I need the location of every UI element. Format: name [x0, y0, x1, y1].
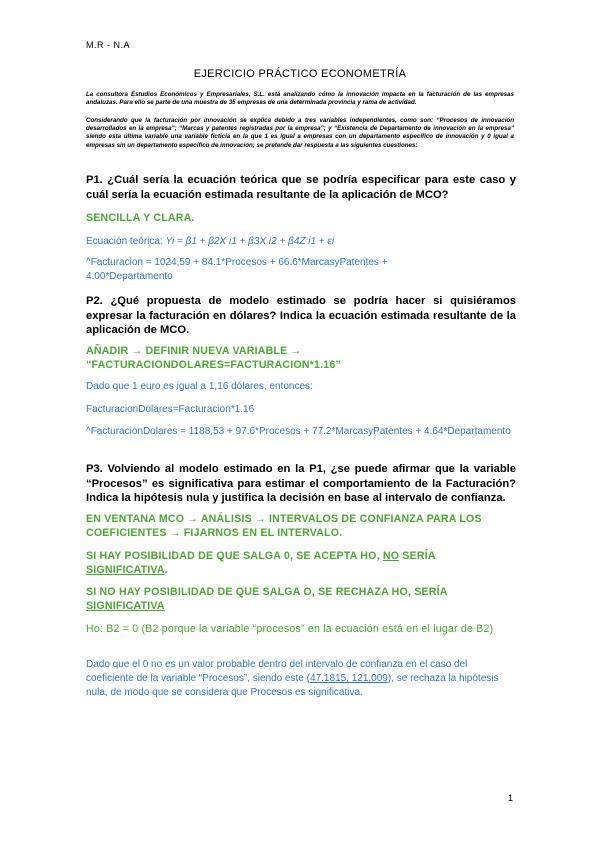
question-p1: P1. ¿Cuál sería la ecuación teórica que se podría especificar para este caso y cuál sería la ecuación estimada resultante de la aplicación de MCO? — [86, 174, 516, 201]
p2-line-2: FacturacionDolares=Facturacion*1.16 — [86, 404, 255, 415]
conclusion-text-b: ), se rechaza la hipótesis nula, de modo que se considera que Procesos es significativa. — [86, 673, 499, 698]
confidence-interval: 47.1815, 121.009 — [310, 673, 388, 684]
p3-hypothesis — [86, 622, 518, 636]
p2-estimated-equation: ^FacturacionDolares = 1188,53 + 97.6*Procesos + 77.2*MarcasyPatentes + 4.64*Departamento — [86, 426, 511, 437]
p3-note-1: EN VENTANA MCO → ANÁLISIS → INTERVALOS DE CONFIANZA PARA LOS COEFICIENTES → FIJARNOS EN EL INTERVALO. — [86, 513, 482, 539]
question-p3: P3. Volviendo al modelo estimado en la P1, ¿se puede afirmar que la variable “Procesos” es significativa para estimar el comportamiento de la Facturación? Indica la hipótesis nula y justifica la decisión en base al intervalo de confianza. — [86, 463, 516, 504]
question-p2: P2. ¿Qué propuesta de modelo estimado se podría hacer si quisiéramos expresar la facturación en dólares? Indica la ecuación estimada resultante de la aplicación de MCO. — [86, 295, 516, 336]
p3-note-2 — [86, 549, 518, 577]
page-number: 1 — [508, 793, 514, 803]
p2-line-1: Dado que 1 euro es igual a 1,16 dólares, entonces: — [86, 381, 313, 392]
intro-paragraph-2: Considerando que la facturación por innovación se explica debido a tres variables independientes, como son: “Procesos de innovación desarrollados en la empresa”; “Marcas y patentes registradas por la empresa”; y “Existencia de Departamento de innovación en la empresa” siendo esta última variable una variable ficticia en la que 1 es igual a empresas con un departamento específico de innovación y 0 igual a empresas sin un departamento específico de innovación; se pretende dar respuesta a las siguientes cuestiones: — [86, 117, 514, 149]
note2-text-a: SI HAY POSIBILIDAD DE QUE SALGA 0, SE ACEPTA HO, — [86, 550, 383, 562]
conclusion-text-a: Dado que el 0 no es un valor probable dentro del intervalo de confianza en el caso del coeficiente de la variable “Procesos”, siendo este ( — [86, 659, 468, 684]
note2-no: NO — [382, 550, 400, 562]
note3-significativa: SIGNIFICATIVA — [86, 600, 165, 612]
p1-estimated-equation: ^Facturacion = 1024,59 + 84.1*Procesos + 66.6*MarcasyPatentes + 4.00*Departamento — [86, 257, 388, 282]
note2-text-b: SERÍA — [399, 550, 436, 562]
p2-note: AÑADIR → DEFINIR NUEVA VARIABLE → “FACTURACIONDOLARES=FACTURACION*1.16” — [86, 345, 341, 371]
author-initials: M.R - N.A — [86, 40, 130, 50]
note2-significativa: SIGNIFICATIVA — [86, 564, 165, 576]
p1-note: SENCILLA Y CLARA. — [86, 212, 195, 224]
p3-conclusion — [86, 658, 516, 700]
eq-label: Ecuación teórica: — [86, 236, 166, 247]
page-title: EJERCICIO PRÁCTICO ECONOMETRÍA — [193, 68, 407, 80]
intro-paragraph-1: La consultora Estudios Económicos y Empresariales, S.L. está analizando cómo la innovación impacta en la facturación de las empresas andaluzas. Para ello se parte de una muestra de 35 empresas de una determinada provincia y rama de actividad. — [86, 91, 514, 107]
p1-theoretical-equation — [86, 235, 516, 249]
note3-text-a: SI NO HAY POSIBILIDAD DE QUE SALGA O, SE RECHAZA HO, SERÍA — [86, 586, 448, 598]
eq-theory: Yi = β1 + β2X i1 + β3X i2 + β4Z i1 + εi — [165, 236, 335, 247]
note2-text-c: . — [164, 564, 168, 576]
p3-note-3 — [86, 585, 518, 613]
hypothesis-text: Ho: B2 = 0 (B2 porque la variable “procesos” en la ecuación está en el lugar de B2) — [86, 623, 494, 635]
